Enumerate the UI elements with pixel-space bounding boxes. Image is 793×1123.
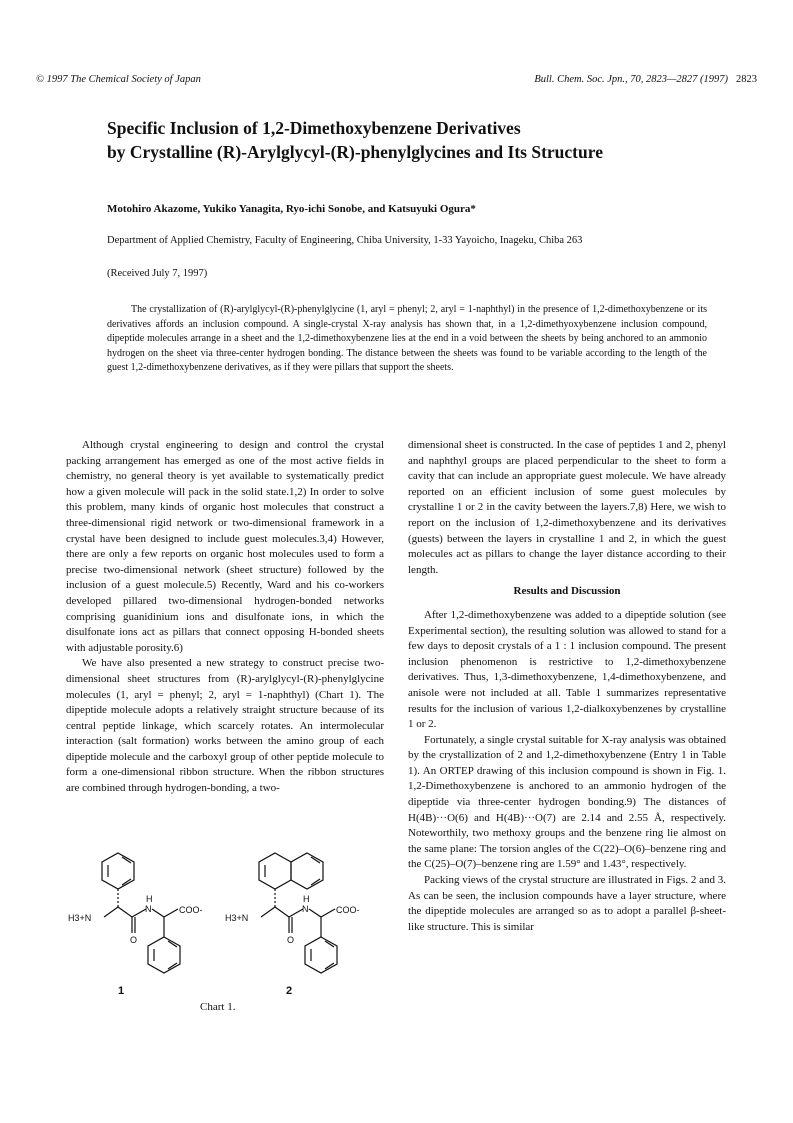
body-paragraph: Packing views of the crystal structure are illustrated in Figs. 2 and 3. As can be seen, the inclusion compounds have a layer structure, where the dipeptide molecules are arranged so as to adopt a parallel β-sheet-like structure. This is similar — [408, 874, 726, 933]
title-line-1: Specific Inclusion of 1,2-Dimethoxybenzene Derivatives — [107, 118, 521, 138]
compound-label-1: 1 — [118, 985, 125, 997]
ammonio-label-2: H3+N — [225, 913, 249, 923]
title-line-2: by Crystalline (R)-Arylglycyl-(R)-phenylglycines and Its Structure — [107, 142, 603, 162]
chart-1-structures — [60, 845, 390, 1035]
abstract: The crystallization of (R)-arylglycyl-(R)-phenylglycine (1, aryl = phenyl; 2, aryl = 1-naphthyl) in the presence of 1,2-dimethoxybenzene or its derivatives affords an inclusion compound. A single-crystal X-ray analysis has shown that, in a 1,2-dimethyoxybenzene inclusion compound, dipeptide molecules arrange in a sheet and the 1,2-dimethoxybenzene lies at the end in a void between the sheets by being anchored to an ammonio hydrogen on the sheet via three-center hydrogen bonding. The distance between the sheets was found to be variable according to the length of the guest 1,2-dimethoxybenzene derivatives, as if they were pillars that support the sheets. — [107, 304, 707, 373]
page-number: 2823 — [736, 74, 757, 85]
phenyl-ring-bottom-2 — [305, 937, 337, 973]
body-paragraph: Although crystal engineering to design and control the crystal packing arrangement has emerged as one of the most active fields in chemistry, no general theory is yet available to systematically predict how a given molecule will pack in the solid state.1,2) In order to solve this problem, many kinds of organic host molecules that construct a three-dimensional rigid network or two-dimensional framework in a crystal have been designed to include guest molecules.3,4) However, there are only a few reports on organic host molecules used to form a precise two-dimensional network (sheet structure) followed by the inclusion of a guest molecule.5) Recently, Ward and his co-workers developed pillared two-dimensional hydrogen-bonded networks comprising guanidinium ions and disulfonate ions, in which the disulfonate ions act as pillars that connect opposing H-bonded sheets with adjustable porosity.6) — [66, 439, 384, 654]
body-paragraph: dimensional sheet is constructed. In the case of peptides 1 and 2, phenyl and naphthyl groups are placed perpendicular to the sheet to form a cavity that can include an appropriate guest molecule. We have already reported on an efficient inclusion of some guest molecules by crystalline 1 or 2 in the cavity between the layers.7,8) Here, we wish to report on the inclusion of 1,2-dimethoxybenzene and its derivatives (guests) between the layers in crystalline 1 and 2, in which the guest molecules act as pillars to change the layer distance according to their length. — [408, 439, 726, 576]
oxygen-label-1: O — [130, 935, 138, 945]
naphthyl-ring-b-2 — [291, 853, 323, 889]
carboxylate-label-1: COO- — [179, 905, 203, 915]
authors: Motohiro Akazome, Yukiko Yanagita, Ryo-ichi Sonobe, and Katsuyuki Ogura* — [107, 203, 476, 215]
body-paragraph: We have also presented a new strategy to construct precise two-dimensional sheet structures from (R)-arylglycyl-(R)-phenylglycine molecules (1, aryl = phenyl; 2, aryl = 1-naphthyl) (Chart 1). The dipeptide molecule adopts a relatively straight structure because of its central peptide linkage, which scarcely rotates. An intermolecular interaction (salt formation) works between the amino group of each dipeptide molecule and the carboxyl group of other peptide molecule to form a one-dimensional ribbon structure. When the ribbon structures are combined through hydrogen-bonding, a two- — [66, 657, 384, 795]
copyright-notice: © 1997 The Chemical Society of Japan — [36, 74, 201, 85]
nh-n-label-1: N — [145, 904, 152, 914]
article-title — [107, 116, 753, 164]
phenyl-ring-bottom-1 — [148, 937, 180, 973]
chemical-structures-drawing — [60, 845, 390, 995]
chart-caption: Chart 1. — [200, 1001, 236, 1013]
left-column — [66, 438, 384, 797]
carboxylate-label-2: COO- — [336, 905, 360, 915]
journal-reference: Bull. Chem. Soc. Jpn., 70, 2823—2827 (1997) — [534, 74, 728, 85]
section-heading: Results and Discussion — [513, 585, 621, 598]
journal-citation — [534, 74, 757, 85]
right-column — [408, 438, 726, 935]
phenyl-ring-top-1 — [102, 853, 134, 889]
nh-n-label-2: N — [302, 904, 309, 914]
affiliation: Department of Applied Chemistry, Faculty of Engineering, Chiba University, 1-33 Yayoicho, Inageku, Chiba 263 — [107, 235, 583, 246]
naphthyl-ring-a-2 — [259, 853, 291, 889]
received-date: (Received July 7, 1997) — [107, 268, 208, 279]
oxygen-label-2: O — [287, 935, 295, 945]
body-paragraph: Fortunately, a single crystal suitable for X-ray analysis was obtained by the crystallization of 2 and 1,2-dimethoxybenzene (Entry 1 in Table 1). An ORTEP drawing of this inclusion compound is shown in Fig. 1. 1,2-Dimethoxybenzene is anchored to an ammonio hydrogen of the dipeptide via three-center hydrogen bonding.9) The distances of H(4B)···O(6) and H(4B)···O(7) are 2.14 and 2.55 Å, respectively. Noteworthily, two methoxy groups and the benzene ring lie almost on the same plane: The torsion angles of the C(22)–O(6)–benzene ring and the C(25)–O(7)–benzene ring are 1.59° and 1.43°, respectively. — [408, 733, 726, 871]
nh-h-label-2: H — [303, 894, 310, 904]
ammonio-label-1: H3+N — [68, 913, 92, 923]
compound-label-2: 2 — [286, 985, 293, 997]
body-paragraph: After 1,2-dimethoxybenzene was added to a dipeptide solution (see Experimental section), the resulting solution was allowed to stand for a few days to deposit crystals of a 1 : 1 inclusion compound. The present inclusion phenomenon is restrictive to 1,2-dimethoxybenzene derivatives. Thus, 1,3-dimethoxybenzene, 1,4-dimethoxybenzene, and anisole were not included at all. Table 1 summarizes representative results for the inclusion of various 1,2-dialkoxybenzenes by crystalline 1 or 2. — [408, 608, 726, 731]
nh-h-label-1: H — [146, 894, 153, 904]
